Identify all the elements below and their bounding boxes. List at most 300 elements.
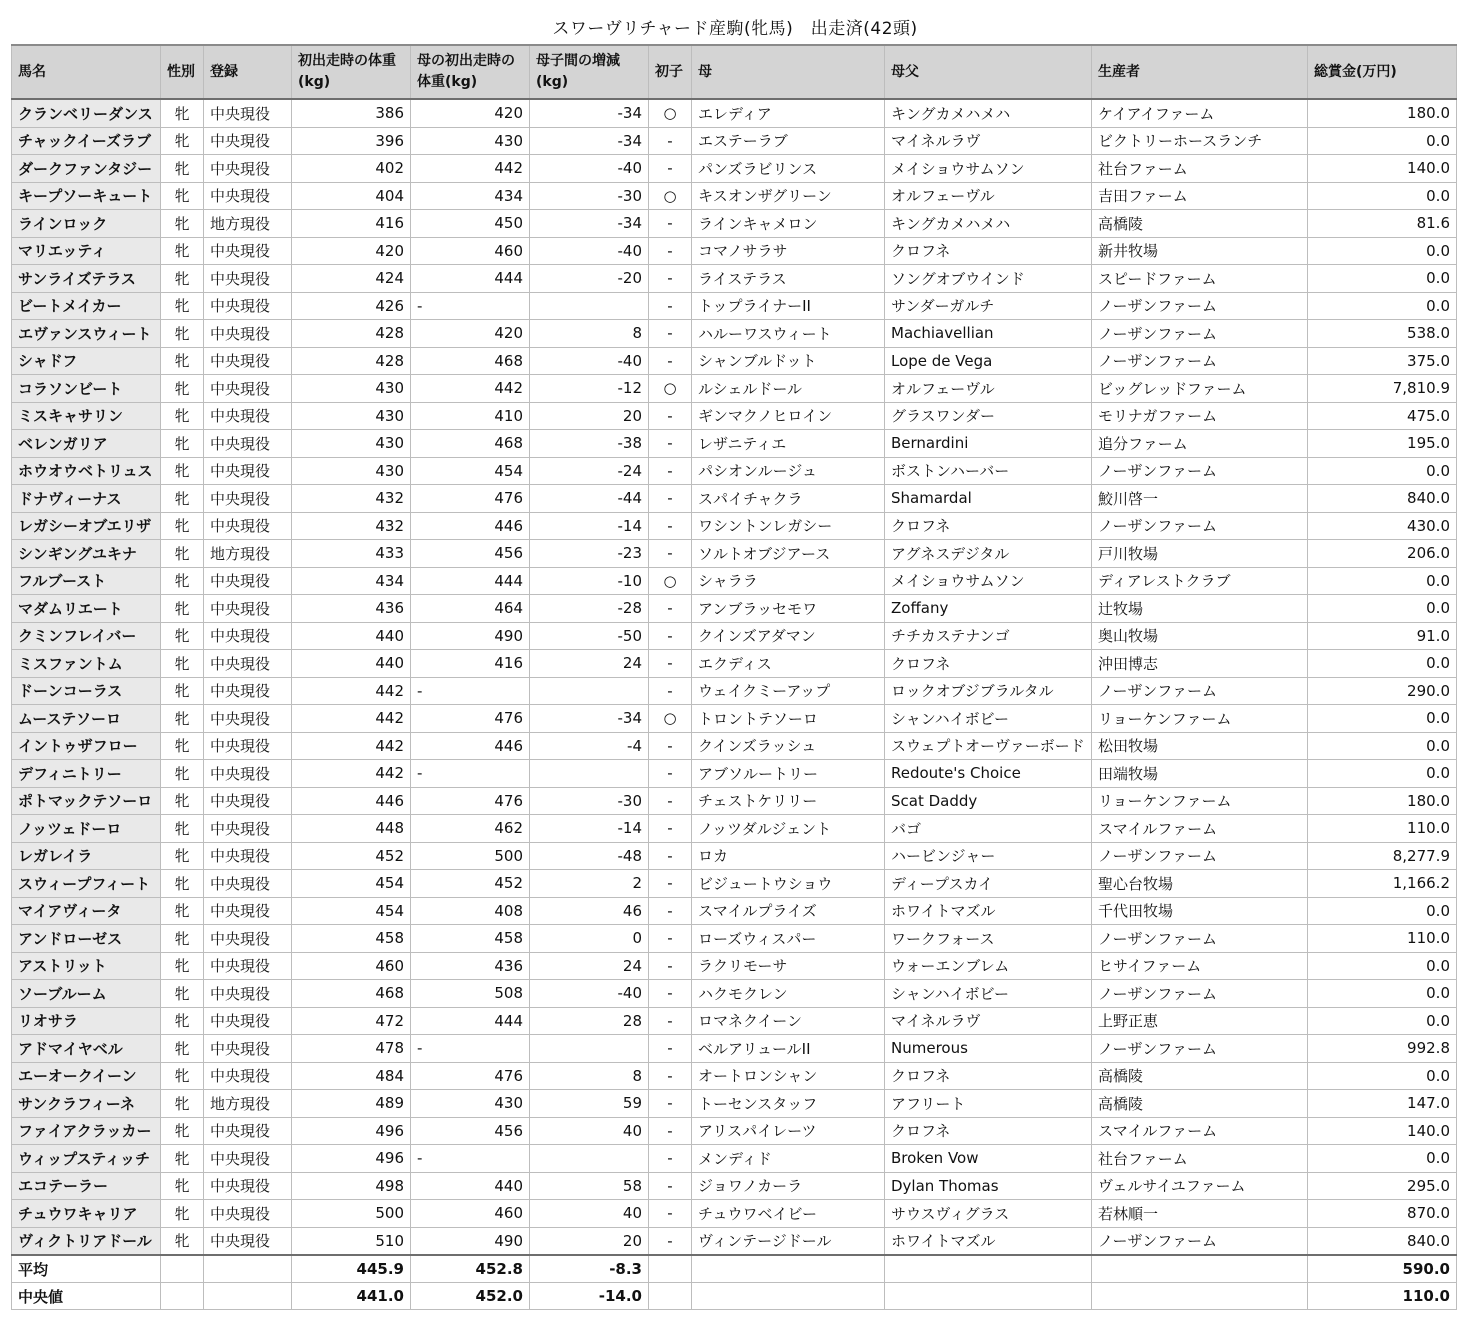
prize-cell[interactable]: 430.0 [1308, 512, 1457, 540]
dam-weight-cell[interactable]: 464 [411, 595, 530, 623]
weight-cell[interactable]: 442 [292, 705, 411, 733]
first-foal-cell[interactable]: - [649, 897, 692, 925]
breeder-cell[interactable]: ノーザンファーム [1092, 347, 1308, 375]
damsire-cell[interactable]: クロフネ [885, 237, 1092, 265]
diff-cell[interactable]: -34 [530, 127, 649, 155]
dam-cell[interactable]: エステーラブ [692, 127, 885, 155]
dam-cell[interactable]: スマイルプライズ [692, 897, 885, 925]
horse-name-cell[interactable]: クミンフレイバー [12, 622, 161, 650]
sex-cell[interactable]: 牝 [161, 457, 204, 485]
prize-cell[interactable]: 0.0 [1308, 595, 1457, 623]
damsire-cell[interactable]: ボストンハーバー [885, 457, 1092, 485]
diff-cell[interactable]: 40 [530, 1200, 649, 1228]
diff-cell[interactable]: -30 [530, 787, 649, 815]
weight-cell[interactable]: 446 [292, 787, 411, 815]
first-foal-cell[interactable]: - [649, 210, 692, 238]
dam-cell[interactable]: キスオンザグリーン [692, 182, 885, 210]
registration-cell[interactable]: 中央現役 [204, 265, 292, 293]
horse-name-cell[interactable]: ミスキャサリン [12, 402, 161, 430]
damsire-cell[interactable]: メイショウサムソン [885, 155, 1092, 183]
prize-cell[interactable]: 110.0 [1308, 815, 1457, 843]
damsire-cell[interactable]: バゴ [885, 815, 1092, 843]
damsire-cell[interactable]: オルフェーヴル [885, 375, 1092, 403]
dam-cell[interactable]: コマノサラサ [692, 237, 885, 265]
registration-cell[interactable]: 中央現役 [204, 1145, 292, 1173]
sex-cell[interactable]: 牝 [161, 1090, 204, 1118]
horse-name-cell[interactable]: ヴィクトリアドール [12, 1227, 161, 1255]
breeder-cell[interactable]: スマイルファーム [1092, 1117, 1308, 1145]
summary-dam-weight-cell[interactable]: 452.8 [411, 1255, 530, 1283]
weight-cell[interactable]: 396 [292, 127, 411, 155]
registration-cell[interactable]: 中央現役 [204, 430, 292, 458]
horse-name-cell[interactable]: ダークファンタジー [12, 155, 161, 183]
weight-cell[interactable]: 440 [292, 650, 411, 678]
sex-cell[interactable]: 牝 [161, 705, 204, 733]
breeder-cell[interactable]: 高橋陵 [1092, 1090, 1308, 1118]
diff-cell[interactable]: -40 [530, 980, 649, 1008]
dam-cell[interactable]: レザニティエ [692, 430, 885, 458]
damsire-cell[interactable]: Scat Daddy [885, 787, 1092, 815]
horse-name-cell[interactable]: レガシーオブエリザ [12, 512, 161, 540]
sex-cell[interactable]: 牝 [161, 99, 204, 127]
diff-cell[interactable]: -28 [530, 595, 649, 623]
diff-cell[interactable]: 40 [530, 1117, 649, 1145]
horse-name-cell[interactable]: デフィニトリー [12, 760, 161, 788]
diff-cell[interactable]: -20 [530, 265, 649, 293]
damsire-cell[interactable]: クロフネ [885, 650, 1092, 678]
horse-name-cell[interactable]: シャドフ [12, 347, 161, 375]
sex-cell[interactable]: 牝 [161, 210, 204, 238]
first-foal-cell[interactable]: - [649, 265, 692, 293]
damsire-cell[interactable]: ロックオブジブラルタル [885, 677, 1092, 705]
dam-cell[interactable]: トーセンスタッフ [692, 1090, 885, 1118]
horse-name-cell[interactable]: アストリット [12, 952, 161, 980]
registration-cell[interactable]: 中央現役 [204, 677, 292, 705]
weight-cell[interactable]: 430 [292, 375, 411, 403]
first-foal-cell[interactable]: ○ [649, 705, 692, 733]
prize-cell[interactable]: 180.0 [1308, 99, 1457, 127]
prize-cell[interactable]: 870.0 [1308, 1200, 1457, 1228]
prize-cell[interactable]: 375.0 [1308, 347, 1457, 375]
dam-cell[interactable]: ヴィンテージドール [692, 1227, 885, 1255]
registration-cell[interactable]: 地方現役 [204, 540, 292, 568]
sex-cell[interactable]: 牝 [161, 1172, 204, 1200]
prize-cell[interactable]: 295.0 [1308, 1172, 1457, 1200]
dam-weight-cell[interactable]: 442 [411, 155, 530, 183]
damsire-cell[interactable]: ワークフォース [885, 925, 1092, 953]
dam-weight-cell[interactable]: 476 [411, 705, 530, 733]
summary-empty-cell[interactable] [649, 1283, 692, 1310]
first-foal-cell[interactable]: ○ [649, 99, 692, 127]
sex-cell[interactable]: 牝 [161, 1117, 204, 1145]
weight-cell[interactable]: 484 [292, 1062, 411, 1090]
diff-cell[interactable]: 28 [530, 1007, 649, 1035]
breeder-cell[interactable]: 吉田ファーム [1092, 182, 1308, 210]
prize-cell[interactable]: 110.0 [1308, 925, 1457, 953]
dam-weight-cell[interactable]: 452 [411, 870, 530, 898]
first-foal-cell[interactable]: - [649, 512, 692, 540]
registration-cell[interactable]: 中央現役 [204, 595, 292, 623]
breeder-cell[interactable]: 高橋陵 [1092, 1062, 1308, 1090]
horse-name-cell[interactable]: キープソーキュート [12, 182, 161, 210]
first-foal-cell[interactable]: - [649, 870, 692, 898]
summary-weight-cell[interactable]: 441.0 [292, 1283, 411, 1310]
dam-cell[interactable]: ハルーワスウィート [692, 320, 885, 348]
prize-cell[interactable]: 0.0 [1308, 760, 1457, 788]
sex-cell[interactable]: 牝 [161, 402, 204, 430]
dam-weight-cell[interactable]: 410 [411, 402, 530, 430]
registration-cell[interactable]: 中央現役 [204, 870, 292, 898]
diff-cell[interactable]: -50 [530, 622, 649, 650]
diff-cell[interactable]: -14 [530, 815, 649, 843]
dam-cell[interactable]: シャンブルドット [692, 347, 885, 375]
dam-cell[interactable]: メンディド [692, 1145, 885, 1173]
damsire-cell[interactable]: ハービンジャー [885, 842, 1092, 870]
diff-cell[interactable]: -14 [530, 512, 649, 540]
registration-cell[interactable]: 中央現役 [204, 127, 292, 155]
header-prize[interactable]: 総賞金(万円) [1308, 45, 1457, 99]
damsire-cell[interactable]: シャンハイボビー [885, 980, 1092, 1008]
sex-cell[interactable]: 牝 [161, 512, 204, 540]
damsire-cell[interactable]: メイショウサムソン [885, 567, 1092, 595]
breeder-cell[interactable]: ディアレストクラブ [1092, 567, 1308, 595]
sex-cell[interactable]: 牝 [161, 155, 204, 183]
dam-cell[interactable]: クインズラッシュ [692, 732, 885, 760]
damsire-cell[interactable]: Shamardal [885, 485, 1092, 513]
first-foal-cell[interactable]: - [649, 1062, 692, 1090]
first-foal-cell[interactable]: - [649, 1090, 692, 1118]
dam-weight-cell[interactable]: 476 [411, 1062, 530, 1090]
dam-weight-cell[interactable]: 450 [411, 210, 530, 238]
horse-name-cell[interactable]: ラインロック [12, 210, 161, 238]
registration-cell[interactable]: 中央現役 [204, 237, 292, 265]
dam-weight-cell[interactable]: 436 [411, 952, 530, 980]
weight-cell[interactable]: 436 [292, 595, 411, 623]
breeder-cell[interactable]: ノーザンファーム [1092, 292, 1308, 320]
weight-cell[interactable]: 458 [292, 925, 411, 953]
registration-cell[interactable]: 中央現役 [204, 485, 292, 513]
prize-cell[interactable]: 8,277.9 [1308, 842, 1457, 870]
sex-cell[interactable]: 牝 [161, 430, 204, 458]
damsire-cell[interactable]: グラスワンダー [885, 402, 1092, 430]
dam-weight-cell[interactable]: 462 [411, 815, 530, 843]
weight-cell[interactable]: 442 [292, 760, 411, 788]
header-diff[interactable] [530, 45, 649, 99]
first-foal-cell[interactable]: - [649, 1227, 692, 1255]
dam-weight-cell[interactable]: 444 [411, 567, 530, 595]
diff-cell[interactable] [530, 677, 649, 705]
dam-weight-cell[interactable]: 476 [411, 485, 530, 513]
header-weight[interactable] [292, 45, 411, 99]
breeder-cell[interactable]: 新井牧場 [1092, 237, 1308, 265]
damsire-cell[interactable]: ソングオブウインド [885, 265, 1092, 293]
horse-name-cell[interactable]: ポトマックテソーロ [12, 787, 161, 815]
dam-cell[interactable]: ソルトオブジアース [692, 540, 885, 568]
sex-cell[interactable]: 牝 [161, 567, 204, 595]
sex-cell[interactable]: 牝 [161, 815, 204, 843]
weight-cell[interactable]: 442 [292, 732, 411, 760]
damsire-cell[interactable]: Redoute's Choice [885, 760, 1092, 788]
weight-cell[interactable]: 496 [292, 1145, 411, 1173]
sex-cell[interactable]: 牝 [161, 897, 204, 925]
diff-cell[interactable] [530, 1035, 649, 1063]
horse-name-cell[interactable]: スウィープフィート [12, 870, 161, 898]
dam-cell[interactable]: ウェイクミーアップ [692, 677, 885, 705]
breeder-cell[interactable]: ヴェルサイユファーム [1092, 1172, 1308, 1200]
horse-name-cell[interactable]: リオサラ [12, 1007, 161, 1035]
first-foal-cell[interactable]: - [649, 925, 692, 953]
weight-cell[interactable]: 452 [292, 842, 411, 870]
dam-cell[interactable]: ローズウィスパー [692, 925, 885, 953]
damsire-cell[interactable]: ディープスカイ [885, 870, 1092, 898]
registration-cell[interactable]: 中央現役 [204, 1227, 292, 1255]
damsire-cell[interactable]: ウォーエンブレム [885, 952, 1092, 980]
diff-cell[interactable]: 59 [530, 1090, 649, 1118]
dam-cell[interactable]: ビジュートウショウ [692, 870, 885, 898]
sex-cell[interactable]: 牝 [161, 760, 204, 788]
breeder-cell[interactable]: 松田牧場 [1092, 732, 1308, 760]
dam-cell[interactable]: ギンマクノヒロイン [692, 402, 885, 430]
header-sex[interactable]: 性別 [161, 45, 204, 99]
registration-cell[interactable]: 地方現役 [204, 1090, 292, 1118]
weight-cell[interactable]: 430 [292, 430, 411, 458]
breeder-cell[interactable]: ビクトリーホースランチ [1092, 127, 1308, 155]
prize-cell[interactable]: 0.0 [1308, 265, 1457, 293]
prize-cell[interactable]: 91.0 [1308, 622, 1457, 650]
damsire-cell[interactable]: ホワイトマズル [885, 1227, 1092, 1255]
diff-cell[interactable]: 20 [530, 1227, 649, 1255]
summary-empty-cell[interactable] [1092, 1283, 1308, 1310]
damsire-cell[interactable]: キングカメハメハ [885, 210, 1092, 238]
breeder-cell[interactable]: ノーザンファーム [1092, 512, 1308, 540]
header-damsire[interactable]: 母父 [885, 45, 1092, 99]
diff-cell[interactable]: -12 [530, 375, 649, 403]
first-foal-cell[interactable]: - [649, 980, 692, 1008]
diff-cell[interactable]: 8 [530, 320, 649, 348]
dam-weight-cell[interactable]: 446 [411, 512, 530, 540]
sex-cell[interactable]: 牝 [161, 1035, 204, 1063]
dam-cell[interactable]: トップライナーII [692, 292, 885, 320]
damsire-cell[interactable]: チチカステナンゴ [885, 622, 1092, 650]
prize-cell[interactable]: 840.0 [1308, 1227, 1457, 1255]
diff-cell[interactable]: -4 [530, 732, 649, 760]
damsire-cell[interactable]: アフリート [885, 1090, 1092, 1118]
registration-cell[interactable]: 中央現役 [204, 99, 292, 127]
damsire-cell[interactable]: クロフネ [885, 1062, 1092, 1090]
breeder-cell[interactable]: 追分ファーム [1092, 430, 1308, 458]
breeder-cell[interactable]: ヒサイファーム [1092, 952, 1308, 980]
dam-weight-cell[interactable]: - [411, 292, 530, 320]
first-foal-cell[interactable]: - [649, 347, 692, 375]
damsire-cell[interactable]: クロフネ [885, 1117, 1092, 1145]
weight-cell[interactable]: 402 [292, 155, 411, 183]
weight-cell[interactable]: 404 [292, 182, 411, 210]
sex-cell[interactable]: 牝 [161, 265, 204, 293]
breeder-cell[interactable]: ノーザンファーム [1092, 842, 1308, 870]
summary-empty-cell[interactable] [204, 1283, 292, 1310]
first-foal-cell[interactable]: - [649, 952, 692, 980]
first-foal-cell[interactable]: - [649, 127, 692, 155]
registration-cell[interactable]: 中央現役 [204, 815, 292, 843]
prize-cell[interactable]: 538.0 [1308, 320, 1457, 348]
damsire-cell[interactable]: Zoffany [885, 595, 1092, 623]
horse-name-cell[interactable]: サンライズテラス [12, 265, 161, 293]
summary-empty-cell[interactable] [1092, 1255, 1308, 1283]
prize-cell[interactable]: 0.0 [1308, 1145, 1457, 1173]
breeder-cell[interactable]: 高橋陵 [1092, 210, 1308, 238]
horse-name-cell[interactable]: ウィップスティッチ [12, 1145, 161, 1173]
prize-cell[interactable]: 992.8 [1308, 1035, 1457, 1063]
prize-cell[interactable]: 0.0 [1308, 237, 1457, 265]
sex-cell[interactable]: 牝 [161, 732, 204, 760]
prize-cell[interactable]: 0.0 [1308, 952, 1457, 980]
horse-name-cell[interactable]: ソーブルーム [12, 980, 161, 1008]
diff-cell[interactable]: -23 [530, 540, 649, 568]
sex-cell[interactable]: 牝 [161, 842, 204, 870]
horse-name-cell[interactable]: クランベリーダンス [12, 99, 161, 127]
registration-cell[interactable]: 中央現役 [204, 1035, 292, 1063]
registration-cell[interactable]: 中央現役 [204, 320, 292, 348]
diff-cell[interactable]: 2 [530, 870, 649, 898]
summary-prize-cell[interactable]: 110.0 [1308, 1283, 1457, 1310]
summary-label-cell[interactable]: 中央値 [12, 1283, 161, 1310]
sex-cell[interactable]: 牝 [161, 182, 204, 210]
sex-cell[interactable]: 牝 [161, 1200, 204, 1228]
summary-empty-cell[interactable] [692, 1255, 885, 1283]
weight-cell[interactable]: 496 [292, 1117, 411, 1145]
diff-cell[interactable]: -34 [530, 210, 649, 238]
first-foal-cell[interactable]: - [649, 1117, 692, 1145]
breeder-cell[interactable]: スマイルファーム [1092, 815, 1308, 843]
registration-cell[interactable]: 中央現役 [204, 1007, 292, 1035]
diff-cell[interactable]: 58 [530, 1172, 649, 1200]
dam-cell[interactable]: エクディス [692, 650, 885, 678]
summary-empty-cell[interactable] [649, 1255, 692, 1283]
diff-cell[interactable]: -34 [530, 99, 649, 127]
dam-cell[interactable]: ロカ [692, 842, 885, 870]
damsire-cell[interactable]: Broken Vow [885, 1145, 1092, 1173]
dam-cell[interactable]: アブソルートリー [692, 760, 885, 788]
registration-cell[interactable]: 中央現役 [204, 622, 292, 650]
registration-cell[interactable]: 中央現役 [204, 512, 292, 540]
damsire-cell[interactable]: Machiavellian [885, 320, 1092, 348]
damsire-cell[interactable]: サウスヴィグラス [885, 1200, 1092, 1228]
registration-cell[interactable]: 中央現役 [204, 457, 292, 485]
breeder-cell[interactable]: 鮫川啓一 [1092, 485, 1308, 513]
prize-cell[interactable]: 0.0 [1308, 650, 1457, 678]
horse-name-cell[interactable]: エコテーラー [12, 1172, 161, 1200]
breeder-cell[interactable]: 聖心台牧場 [1092, 870, 1308, 898]
dam-weight-cell[interactable]: - [411, 677, 530, 705]
sex-cell[interactable]: 牝 [161, 375, 204, 403]
prize-cell[interactable]: 0.0 [1308, 457, 1457, 485]
prize-cell[interactable]: 81.6 [1308, 210, 1457, 238]
dam-cell[interactable]: ハクモクレン [692, 980, 885, 1008]
dam-weight-cell[interactable]: 442 [411, 375, 530, 403]
diff-cell[interactable]: -44 [530, 485, 649, 513]
breeder-cell[interactable]: ノーザンファーム [1092, 677, 1308, 705]
sex-cell[interactable]: 牝 [161, 952, 204, 980]
horse-name-cell[interactable]: コラソンビート [12, 375, 161, 403]
first-foal-cell[interactable]: - [649, 457, 692, 485]
breeder-cell[interactable]: 沖田博志 [1092, 650, 1308, 678]
dam-cell[interactable]: アンブラッセモワ [692, 595, 885, 623]
header-first-foal[interactable]: 初子 [649, 45, 692, 99]
registration-cell[interactable]: 中央現役 [204, 787, 292, 815]
breeder-cell[interactable]: 若林順一 [1092, 1200, 1308, 1228]
sex-cell[interactable]: 牝 [161, 347, 204, 375]
damsire-cell[interactable]: オルフェーヴル [885, 182, 1092, 210]
dam-weight-cell[interactable]: 430 [411, 127, 530, 155]
summary-dam-weight-cell[interactable]: 452.0 [411, 1283, 530, 1310]
diff-cell[interactable]: 24 [530, 650, 649, 678]
weight-cell[interactable]: 510 [292, 1227, 411, 1255]
registration-cell[interactable]: 中央現役 [204, 1200, 292, 1228]
diff-cell[interactable]: 24 [530, 952, 649, 980]
breeder-cell[interactable]: 奥山牧場 [1092, 622, 1308, 650]
dam-cell[interactable]: ノッツダルジェント [692, 815, 885, 843]
summary-empty-cell[interactable] [692, 1283, 885, 1310]
diff-cell[interactable]: -10 [530, 567, 649, 595]
first-foal-cell[interactable]: - [649, 540, 692, 568]
breeder-cell[interactable]: ノーザンファーム [1092, 1035, 1308, 1063]
summary-diff-cell[interactable]: -14.0 [530, 1283, 649, 1310]
registration-cell[interactable]: 中央現役 [204, 650, 292, 678]
prize-cell[interactable]: 0.0 [1308, 567, 1457, 595]
breeder-cell[interactable]: リョーケンファーム [1092, 787, 1308, 815]
sex-cell[interactable]: 牝 [161, 650, 204, 678]
header-dam-weight[interactable] [411, 45, 530, 99]
dam-weight-cell[interactable]: 468 [411, 347, 530, 375]
weight-cell[interactable]: 460 [292, 952, 411, 980]
first-foal-cell[interactable]: - [649, 320, 692, 348]
weight-cell[interactable]: 500 [292, 1200, 411, 1228]
first-foal-cell[interactable]: ○ [649, 375, 692, 403]
damsire-cell[interactable]: クロフネ [885, 512, 1092, 540]
dam-weight-cell[interactable]: 490 [411, 1227, 530, 1255]
prize-cell[interactable]: 0.0 [1308, 292, 1457, 320]
first-foal-cell[interactable]: - [649, 1145, 692, 1173]
dam-weight-cell[interactable]: 454 [411, 457, 530, 485]
first-foal-cell[interactable]: - [649, 677, 692, 705]
sex-cell[interactable]: 牝 [161, 1007, 204, 1035]
horse-name-cell[interactable]: イントゥザフロー [12, 732, 161, 760]
damsire-cell[interactable]: ホワイトマズル [885, 897, 1092, 925]
weight-cell[interactable]: 472 [292, 1007, 411, 1035]
horse-name-cell[interactable]: ムーステソーロ [12, 705, 161, 733]
first-foal-cell[interactable]: - [649, 237, 692, 265]
dam-weight-cell[interactable]: 500 [411, 842, 530, 870]
summary-prize-cell[interactable]: 590.0 [1308, 1255, 1457, 1283]
horse-name-cell[interactable]: ホウオウベトリュス [12, 457, 161, 485]
first-foal-cell[interactable]: - [649, 1172, 692, 1200]
prize-cell[interactable]: 0.0 [1308, 705, 1457, 733]
prize-cell[interactable]: 180.0 [1308, 787, 1457, 815]
weight-cell[interactable]: 454 [292, 897, 411, 925]
weight-cell[interactable]: 448 [292, 815, 411, 843]
dam-weight-cell[interactable]: 456 [411, 540, 530, 568]
sex-cell[interactable]: 牝 [161, 540, 204, 568]
horse-name-cell[interactable]: ミスファントム [12, 650, 161, 678]
dam-cell[interactable]: スパイチャクラ [692, 485, 885, 513]
horse-name-cell[interactable]: フルブースト [12, 567, 161, 595]
horse-name-cell[interactable]: ドナヴィーナス [12, 485, 161, 513]
weight-cell[interactable]: 442 [292, 677, 411, 705]
diff-cell[interactable]: 20 [530, 402, 649, 430]
registration-cell[interactable]: 中央現役 [204, 897, 292, 925]
sex-cell[interactable]: 牝 [161, 622, 204, 650]
weight-cell[interactable]: 426 [292, 292, 411, 320]
